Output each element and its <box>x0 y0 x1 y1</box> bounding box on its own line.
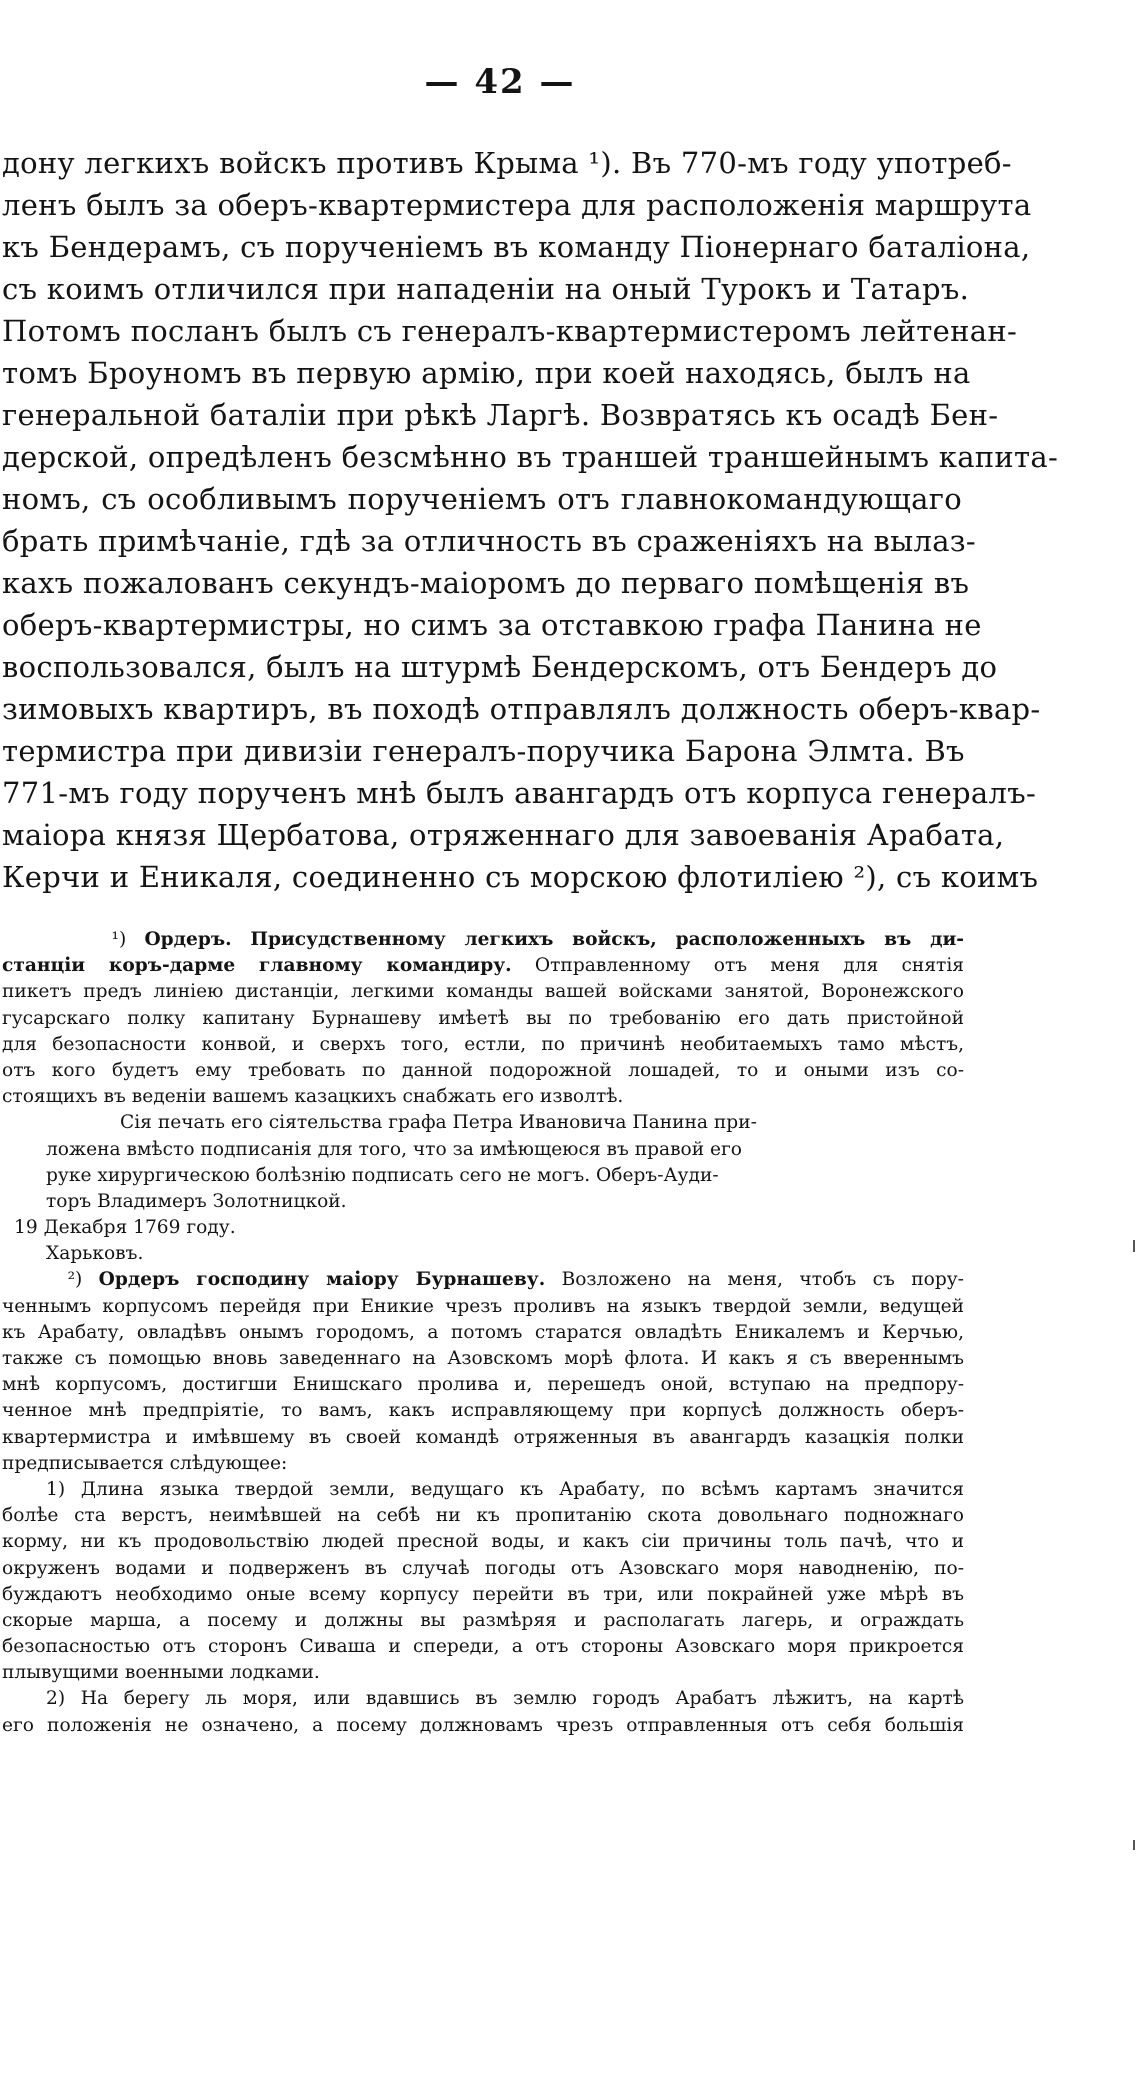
main-text-line: генеральной баталіи при рѣкѣ Ларгѣ. Возвратясь къ осадѣ Бен- <box>2 398 999 432</box>
footnote-1-date: 19 Декабря 1769 году. <box>14 1217 236 1239</box>
main-text-line: зимовыхъ квартиръ, въ походѣ отправлялъ должность оберъ-квар- <box>2 692 1041 726</box>
margin-mark <box>1133 1840 1135 1850</box>
main-text-line: воспользовался, былъ на штурмѣ Бендерскомъ, отъ Бендеръ до <box>2 650 998 684</box>
footnote-1-line <box>2 927 964 953</box>
footnote-2-item-1: 1) Длина языка твердой земли, ведущаго къ Арабату, по всѣмъ картамъ значится <box>46 1478 964 1500</box>
footnote-1-line: стоящихъ въ веденіи вашемъ казацкихъ снабжать его изволтѣ. <box>2 1086 624 1108</box>
footnote-2-line: плывущими военными лодками. <box>2 1662 320 1684</box>
main-text-line: оберъ-квартермистры, но симъ за отставкою графа Панина не <box>2 608 982 642</box>
main-text-line: брать примѣчаніе, гдѣ за отличность въ сраженіяхъ на вылаз- <box>2 524 977 558</box>
main-text-line: томъ Броуномъ въ первую армію, при коей находясь, былъ на <box>2 356 971 390</box>
footnote-2-line: безопасностью отъ сторонъ Сиваша и спереди, а отъ стороны Азовскаго моря прикроется <box>2 1636 964 1658</box>
footnotes <box>2 927 964 1739</box>
main-text-line: термистра при дивизіи генералъ-поручика Барона Элмта. Въ <box>2 734 965 768</box>
footnote-1-heading-cont: станціи коръ-дарме главному командиру. <box>2 955 512 977</box>
footnote-2-line: также съ помощью вновь заведеннаго на Азовскомъ морѣ флота. И какъ я съ ввереннымъ <box>2 1348 964 1369</box>
main-text-line: съ коимъ отличился при нападеніи на оный Турокъ и Татаръ. <box>2 272 970 306</box>
main-text-line: Потомъ посланъ былъ съ генералъ-квартермистеромъ лейтенан- <box>2 314 1018 348</box>
main-text-line: дону легкихъ войскъ противъ Крыма ¹). Въ 770-мъ году употреб- <box>2 146 1012 180</box>
footnote-2-line: предписывается слѣдующее: <box>2 1452 288 1474</box>
footnote-2-line: скорые марша, а посему и должны вы размѣряя и располагать лагерь, и ограждать <box>2 1609 964 1631</box>
footnote-2-heading: Ордеръ господину маіору Бурнашеву. <box>98 1269 546 1291</box>
footnote-2-line: его положенія не означено, а посему должновамъ чрезъ отправленныя отъ себя большія <box>2 1714 964 1736</box>
footnote-1-line: отъ кого будетъ ему требовать по данной подорожной лошадей, то и оными изъ со- <box>2 1059 964 1081</box>
main-text-line: 771-мъ году порученъ мнѣ былъ авангардъ отъ корпуса генералъ- <box>2 776 1037 810</box>
footnote-2-item-2: 2) На берегу ль моря, или вдавшись въ землю городъ Арабатъ лѣжитъ, на картѣ <box>46 1688 964 1710</box>
footnote-1-marker: ¹) <box>111 929 127 950</box>
footnote-1-line: станціи коръ-дарме главному командиру. Отправленному отъ меня для снятія <box>2 955 965 977</box>
footnote-1-seal-text: руке хирургическою болѣзнію подписать сего не могъ. Оберъ-Ауди- <box>46 1164 719 1186</box>
footnote-2-marker: ²) <box>67 1269 83 1291</box>
footnote-2-line: буждаютъ необходимо оные всему корпусу перейти въ три, или покрайней уже мѣрѣ въ <box>2 1583 964 1605</box>
footnote-1-signature: торъ Владимеръ Золотницкой. <box>46 1190 347 1212</box>
footnote-2-line: ²) Ордеръ господину маіору Бурнашеву. Возложено на меня, чтобъ съ пору- <box>67 1269 964 1291</box>
footnote-2-line: окруженъ водами и подверженъ въ случаѣ погоды отъ Азовскаго моря наводненію, по- <box>2 1557 964 1579</box>
footnote-1-line: для безопасности конвой, и сверхъ того, естли, по причинѣ необитаемыхъ тамо мѣстъ, <box>2 1033 964 1055</box>
main-text-line: ленъ былъ за оберъ-квартермистера для расположенія маршрута <box>2 188 1032 222</box>
footnote-1-line: пикетъ предъ линіею дистанціи, легкими команды вашей войсками занятой, Воронежского <box>2 981 964 1003</box>
main-text-line: Керчи и Еникаля, соединенно съ морскою флотиліею ²), съ коимъ <box>2 860 1039 894</box>
footnote-2-line: ченное мнѣ предпріятіе, то вамъ, какъ исправляющему при корпусѣ должность оберъ- <box>2 1400 964 1422</box>
page-number: — 42 — <box>424 62 576 102</box>
footnote-2-line: болѣе ста верстъ, неимѣвшей на себѣ ни къ пропитанію скота довольнаго подножнаго <box>2 1505 964 1527</box>
footnote-1-seal-text: ложена вмѣсто подписанія для того, что за имѣющеюся въ правой его <box>46 1138 742 1160</box>
footnote-2-line: ченнымъ корпусомъ перейдя при Еникие чрезъ проливъ на языкъ твердой земли, ведущей <box>2 1295 964 1317</box>
footnote-1-heading: Ордеръ. Присудственному легкихъ войскъ, расположенныхъ въ ди- <box>144 929 964 950</box>
margin-mark <box>1133 1240 1135 1252</box>
footnote-1-seal-text: Сія печать его сіятельства графа Петра Ивановича Панина при- <box>120 1112 757 1134</box>
footnote-1-line: гусарскаго полку капитану Бурнашеву имѣетѣ вы по требованію его дать пристойной <box>2 1007 964 1029</box>
footnote-2-line: корму, ни къ продовольствію людей пресной воды, и какъ сіи причины толь пачѣ, что и <box>2 1531 964 1553</box>
main-text-line: къ Бендерамъ, съ порученіемъ въ команду Піонернаго баталіона, <box>2 230 1031 264</box>
main-text-line: кахъ пожалованъ секундъ-маіоромъ до перваго помѣщенія въ <box>2 566 970 600</box>
main-text-line: номъ, съ особливымъ порученіемъ отъ главнокомандующаго <box>2 482 962 516</box>
main-text-line: маіора князя Щербатова, отряженнаго для завоеванія Арабата, <box>2 818 1005 852</box>
main-text-line: дерской, опредѣленъ безсмѣнно въ траншей траншейнымъ капита- <box>2 440 1059 474</box>
footnote-2-line: къ Арабату, овладѣвъ онымъ городомъ, а потомъ старатся овладѣть Еникалемъ и Керчью, <box>2 1321 964 1343</box>
main-text <box>2 142 1059 898</box>
footnote-1-place: Харьковъ. <box>46 1243 144 1265</box>
footnote-2-line: квартермистра и имѣвшему въ своей командѣ отряженныя въ авангардъ казацкія полки <box>2 1426 964 1448</box>
footnote-2-line: мнѣ корпусомъ, достигши Енишскаго пролива и, перешедъ оной, вступаю на предпору- <box>2 1374 964 1396</box>
